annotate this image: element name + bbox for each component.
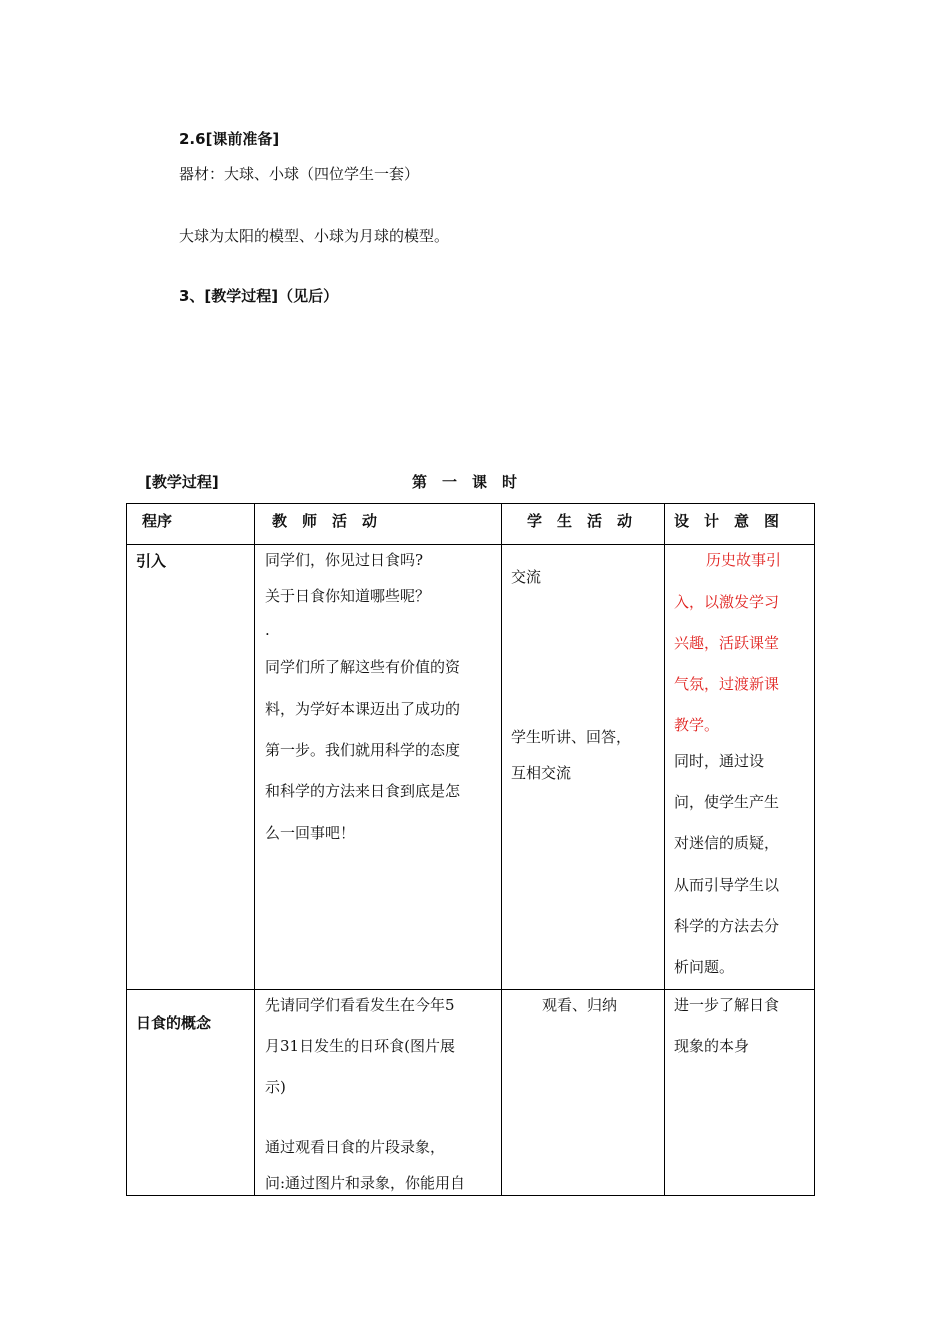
table-col-divider-3: [664, 503, 665, 1196]
row1-design-line: 问，使学生产生: [674, 793, 780, 811]
row2-teacher-line: 月31日发生的日环食(图片展: [265, 1037, 455, 1055]
header-design-intent: 设 计 意 图: [674, 512, 780, 530]
equipment-line: 器材：大球、小球（四位学生一套）: [179, 165, 420, 183]
row1-design-red-line: 历史故事引: [706, 551, 782, 569]
row1-teacher-line: 同学们所了解这些有价值的资: [265, 658, 461, 676]
row1-design-line: 析问题。: [674, 958, 735, 976]
table-border-right: [814, 503, 815, 1196]
header-student-activity: 学 生 活 动: [527, 512, 633, 530]
row1-teacher-line: 料，为学好本课迈出了成功的: [265, 700, 461, 718]
row1-teacher-line: .: [265, 621, 270, 639]
row1-teacher-line: 么一回事吧！: [265, 824, 356, 842]
prep-heading: 2.6[课前准备]: [179, 130, 280, 148]
row1-design-red-line: 气氛，过渡新课: [674, 675, 780, 693]
row2-teacher-line: 问:通过图片和录象，你能用自: [265, 1174, 466, 1192]
row1-teacher-line: 同学们，你见过日食吗?: [265, 551, 424, 569]
row1-student-line: 交流: [511, 568, 542, 586]
row1-student-line: 学生听讲、回答，: [511, 728, 632, 746]
table-border-bottom: [126, 1195, 815, 1196]
table-border-top: [126, 503, 815, 504]
row2-procedure: 日食的概念: [136, 1014, 212, 1032]
table-row-divider: [126, 989, 815, 990]
row1-teacher-line: 关于日食你知道哪些呢？: [265, 587, 431, 605]
row1-procedure: 引入: [136, 552, 167, 570]
process-heading: 3、[教学过程]（见后）: [179, 287, 339, 305]
row1-design-line: 从而引导学生以: [674, 876, 780, 894]
row1-design-red-line: 入，以激发学习: [674, 593, 780, 611]
table-border-left: [126, 503, 127, 1196]
row2-teacher-line: 通过观看日食的片段录象，: [265, 1138, 446, 1156]
table-col-divider-1: [254, 503, 255, 1196]
row1-design-line: 同时，通过设: [674, 752, 765, 770]
header-teacher-activity: 教 师 活 动: [272, 512, 378, 530]
models-line: 大球为太阳的模型、小球为月球的模型。: [179, 227, 450, 245]
table-col-divider-2: [501, 503, 502, 1196]
row1-design-line: 科学的方法去分: [674, 917, 780, 935]
row2-teacher-line: 先请同学们看看发生在今年5: [265, 996, 455, 1014]
table-header-divider: [126, 544, 815, 545]
row2-design-line: 进一步了解日食: [674, 996, 780, 1014]
header-procedure: 程序: [142, 512, 173, 530]
row1-teacher-line: 第一步。我们就用科学的态度: [265, 741, 461, 759]
row1-student-line: 互相交流: [511, 764, 572, 782]
table-caption-left: [教学过程]: [145, 473, 219, 491]
row2-student-line: 观看、归纳: [542, 996, 618, 1014]
table-caption-center: [412, 471, 517, 492]
row1-design-red-line: 兴趣，活跃课堂: [674, 634, 780, 652]
row1-teacher-line: 和科学的方法来日食到底是怎: [265, 782, 461, 800]
row2-design-line: 现象的本身: [674, 1037, 750, 1055]
caption-lesson-number: 第 一 课 时: [412, 473, 518, 491]
row1-design-red-line: 教学。: [674, 716, 720, 734]
row1-design-line: 对迷信的质疑，: [674, 834, 780, 852]
row2-teacher-line: 示): [265, 1078, 286, 1096]
